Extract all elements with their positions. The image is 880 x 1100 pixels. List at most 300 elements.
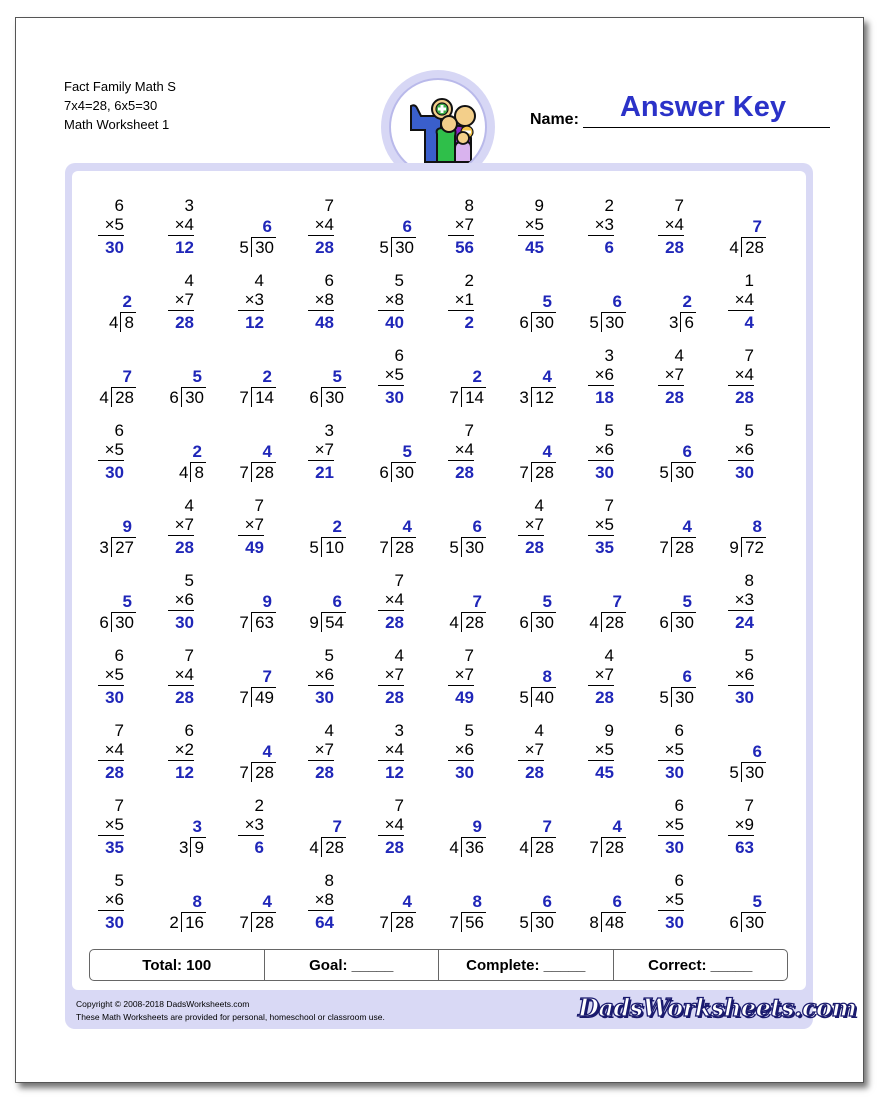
dividend: 28 bbox=[395, 913, 414, 932]
product-answer: 35 bbox=[105, 838, 124, 857]
divisor: 7 bbox=[239, 613, 249, 632]
multiplication-problem bbox=[578, 646, 628, 708]
division-problem bbox=[508, 346, 558, 408]
product-bar bbox=[658, 910, 684, 911]
multiplication-problem bbox=[648, 796, 698, 858]
multiplication-problem bbox=[158, 496, 208, 558]
product-bar bbox=[378, 685, 404, 686]
product-answer: 48 bbox=[315, 313, 334, 332]
dividend: 63 bbox=[255, 613, 274, 632]
dividend: 30 bbox=[675, 613, 694, 632]
product-bar bbox=[658, 385, 684, 386]
goal-field[interactable]: Goal: _____ bbox=[265, 950, 440, 980]
multiplication-problem bbox=[718, 646, 768, 708]
division-problem bbox=[298, 496, 348, 558]
division-problem bbox=[88, 496, 138, 558]
division-problem bbox=[718, 196, 768, 258]
product-bar bbox=[658, 835, 684, 836]
usage-notice: These Math Worksheets are provided for personal, homeschool or classroom use. bbox=[76, 1012, 385, 1022]
division-problem bbox=[228, 346, 278, 408]
product-answer: 30 bbox=[665, 838, 684, 857]
dividend: 28 bbox=[115, 388, 134, 407]
quotient-answer: 2 bbox=[682, 292, 692, 311]
division-bracket bbox=[741, 912, 742, 932]
product-bar bbox=[238, 535, 264, 536]
multiplicand: 3 bbox=[604, 346, 614, 365]
product-bar bbox=[448, 760, 474, 761]
dividend: 6 bbox=[684, 313, 694, 332]
product-answer: 28 bbox=[665, 388, 684, 407]
brand-logo: DadsWorksheets.com bbox=[578, 993, 857, 1022]
divisor: 4 bbox=[589, 613, 599, 632]
product-answer: 49 bbox=[455, 688, 474, 707]
multiplication-problem bbox=[298, 721, 348, 783]
product-answer: 30 bbox=[665, 763, 684, 782]
product-bar bbox=[728, 685, 754, 686]
dividend: 30 bbox=[675, 463, 694, 482]
quotient-answer: 5 bbox=[542, 292, 552, 311]
division-problem bbox=[648, 271, 698, 333]
product-answer: 6 bbox=[604, 238, 614, 257]
divisor: 5 bbox=[659, 463, 669, 482]
product-answer: 40 bbox=[385, 313, 404, 332]
product-bar bbox=[308, 460, 334, 461]
multiplier: ×7 bbox=[594, 665, 614, 684]
quotient-answer: 6 bbox=[682, 442, 692, 461]
multiplicand: 6 bbox=[114, 646, 124, 665]
product-bar bbox=[378, 385, 404, 386]
quotient-answer: 5 bbox=[192, 367, 202, 386]
division-bracket bbox=[111, 612, 112, 632]
multiplicand: 6 bbox=[114, 421, 124, 440]
multiplication-problem bbox=[88, 646, 138, 708]
multiplier: ×4 bbox=[734, 365, 754, 384]
division-problem bbox=[368, 496, 418, 558]
divisor: 3 bbox=[178, 838, 189, 857]
product-answer: 28 bbox=[385, 613, 404, 632]
multiplication-problem bbox=[158, 196, 208, 258]
product-bar bbox=[98, 685, 124, 686]
multiplicand: 6 bbox=[674, 871, 684, 890]
dividend: 28 bbox=[395, 538, 414, 557]
multiplier: ×5 bbox=[104, 665, 124, 684]
multiplier: ×7 bbox=[454, 215, 474, 234]
multiplier: ×6 bbox=[734, 440, 754, 459]
division-problem bbox=[438, 496, 488, 558]
division-problem bbox=[298, 571, 348, 633]
division-problem bbox=[648, 496, 698, 558]
quotient-answer: 7 bbox=[122, 367, 132, 386]
dividend: 30 bbox=[535, 313, 554, 332]
multiplicand: 7 bbox=[394, 796, 404, 815]
product-answer: 28 bbox=[175, 538, 194, 557]
dividend: 30 bbox=[605, 313, 624, 332]
division-bracket bbox=[461, 912, 462, 932]
multiplication-problem bbox=[648, 196, 698, 258]
multiplicand: 6 bbox=[674, 796, 684, 815]
dividend: 30 bbox=[115, 613, 134, 632]
multiplier: ×5 bbox=[524, 215, 544, 234]
division-problem bbox=[508, 646, 558, 708]
division-bracket bbox=[671, 462, 672, 482]
quotient-answer: 7 bbox=[542, 817, 552, 836]
quotient-answer: 2 bbox=[192, 442, 202, 461]
multiplication-problem bbox=[578, 421, 628, 483]
multiplier: ×1 bbox=[454, 290, 474, 309]
division-problem bbox=[578, 271, 628, 333]
division-bracket bbox=[601, 312, 602, 332]
quotient-answer: 8 bbox=[752, 517, 762, 536]
multiplication-problem bbox=[298, 871, 348, 933]
product-bar bbox=[98, 835, 124, 836]
division-problem bbox=[368, 421, 418, 483]
product-bar bbox=[728, 310, 754, 311]
multiplier: ×6 bbox=[734, 665, 754, 684]
dividend: 28 bbox=[605, 613, 624, 632]
multiplication-problem bbox=[578, 196, 628, 258]
quotient-answer: 4 bbox=[262, 742, 272, 761]
dividend: 28 bbox=[535, 838, 554, 857]
product-answer: 63 bbox=[735, 838, 754, 857]
multiplicand: 4 bbox=[184, 496, 194, 515]
dividend: 28 bbox=[255, 463, 274, 482]
division-problem bbox=[298, 796, 348, 858]
product-bar bbox=[168, 310, 194, 311]
divisor: 7 bbox=[239, 913, 249, 932]
product-bar bbox=[588, 385, 614, 386]
product-bar bbox=[588, 535, 614, 536]
product-answer: 28 bbox=[175, 688, 194, 707]
divisor: 6 bbox=[729, 913, 739, 932]
multiplicand: 3 bbox=[394, 721, 404, 740]
multiplier: ×6 bbox=[314, 665, 334, 684]
dividend: 49 bbox=[255, 688, 274, 707]
multiplicand: 7 bbox=[674, 196, 684, 215]
multiplication-problem bbox=[158, 646, 208, 708]
quotient-answer: 5 bbox=[542, 592, 552, 611]
product-answer: 28 bbox=[525, 763, 544, 782]
multiplication-problem bbox=[578, 721, 628, 783]
division-bracket bbox=[120, 312, 121, 332]
division-bracket bbox=[461, 612, 462, 632]
division-problem bbox=[578, 796, 628, 858]
product-bar bbox=[378, 760, 404, 761]
quotient-answer: 7 bbox=[332, 817, 342, 836]
multiplicand: 6 bbox=[184, 721, 194, 740]
quotient-answer: 6 bbox=[682, 667, 692, 686]
divisor: 7 bbox=[239, 388, 249, 407]
divisor: 5 bbox=[309, 538, 319, 557]
product-answer: 28 bbox=[735, 388, 754, 407]
product-bar bbox=[728, 460, 754, 461]
multiplicand: 4 bbox=[394, 646, 404, 665]
multiplier: ×4 bbox=[384, 590, 404, 609]
product-bar bbox=[308, 685, 334, 686]
dividend: 8 bbox=[124, 313, 134, 332]
division-bracket bbox=[671, 537, 672, 557]
divisor: 7 bbox=[379, 538, 389, 557]
dividend: 72 bbox=[745, 538, 764, 557]
division-bracket bbox=[741, 537, 742, 557]
product-answer: 30 bbox=[665, 913, 684, 932]
dividend: 30 bbox=[185, 388, 204, 407]
correct-field[interactable]: Correct: _____ bbox=[648, 956, 753, 974]
division-problem bbox=[508, 421, 558, 483]
division-bracket bbox=[251, 387, 252, 407]
division-problem bbox=[88, 271, 138, 333]
product-answer: 2 bbox=[464, 313, 474, 332]
multiplicand: 4 bbox=[674, 346, 684, 365]
multiplicand: 5 bbox=[324, 646, 334, 665]
multiplication-problem bbox=[648, 721, 698, 783]
multiplicand: 7 bbox=[394, 571, 404, 590]
division-problem bbox=[648, 571, 698, 633]
multiplier: ×6 bbox=[174, 590, 194, 609]
multiplication-problem bbox=[438, 646, 488, 708]
product-answer: 28 bbox=[385, 838, 404, 857]
multiplier: ×3 bbox=[244, 290, 264, 309]
division-bracket bbox=[181, 387, 182, 407]
product-answer: 30 bbox=[595, 463, 614, 482]
multiplication-problem bbox=[228, 271, 278, 333]
product-bar bbox=[308, 910, 334, 911]
product-bar bbox=[448, 310, 474, 311]
multiplier: ×5 bbox=[104, 215, 124, 234]
quotient-answer: 7 bbox=[262, 667, 272, 686]
multiplication-problem bbox=[228, 496, 278, 558]
divisor: 6 bbox=[519, 613, 529, 632]
worksheet-title: Fact Family Math S bbox=[64, 79, 176, 94]
product-answer: 18 bbox=[595, 388, 614, 407]
multiplier: ×5 bbox=[594, 515, 614, 534]
multiplicand: 5 bbox=[394, 271, 404, 290]
division-problem bbox=[158, 421, 208, 483]
multiplicand: 4 bbox=[254, 271, 264, 290]
multiplicand: 4 bbox=[534, 496, 544, 515]
multiplicand: 5 bbox=[744, 421, 754, 440]
division-bracket bbox=[190, 837, 191, 857]
dividend: 40 bbox=[535, 688, 554, 707]
quotient-answer: 2 bbox=[472, 367, 482, 386]
multiplier: ×7 bbox=[524, 740, 544, 759]
divisor: 3 bbox=[519, 388, 529, 407]
multiplicand: 7 bbox=[464, 646, 474, 665]
division-problem bbox=[508, 871, 558, 933]
division-bracket bbox=[531, 612, 532, 632]
product-answer: 28 bbox=[525, 538, 544, 557]
multiplicand: 7 bbox=[114, 796, 124, 815]
multiplier: ×4 bbox=[454, 440, 474, 459]
multiplication-problem bbox=[88, 721, 138, 783]
dividend: 28 bbox=[465, 613, 484, 632]
divisor: 4 bbox=[519, 838, 529, 857]
dividend: 12 bbox=[535, 388, 554, 407]
quotient-answer: 5 bbox=[402, 442, 412, 461]
division-bracket bbox=[321, 387, 322, 407]
quotient-answer: 4 bbox=[262, 892, 272, 911]
divisor: 6 bbox=[309, 388, 319, 407]
division-problem bbox=[298, 346, 348, 408]
division-bracket bbox=[391, 912, 392, 932]
division-bracket bbox=[741, 237, 742, 257]
division-problem bbox=[718, 496, 768, 558]
division-bracket bbox=[181, 912, 182, 932]
multiplier: ×7 bbox=[384, 665, 404, 684]
multiplicand: 2 bbox=[464, 271, 474, 290]
divisor: 8 bbox=[589, 913, 599, 932]
multiplicand: 8 bbox=[744, 571, 754, 590]
multiplication-problem bbox=[88, 796, 138, 858]
copyright-text: Copyright © 2008-2018 DadsWorksheets.com bbox=[76, 999, 250, 1009]
divisor: 7 bbox=[589, 838, 599, 857]
product-answer: 12 bbox=[385, 763, 404, 782]
product-bar bbox=[168, 535, 194, 536]
division-problem bbox=[578, 571, 628, 633]
complete-field[interactable]: Complete: _____ bbox=[439, 950, 614, 980]
divisor: 5 bbox=[379, 238, 389, 257]
multiplication-problem bbox=[298, 421, 348, 483]
dividend: 14 bbox=[255, 388, 274, 407]
divisor: 4 bbox=[449, 838, 459, 857]
divisor: 7 bbox=[449, 913, 459, 932]
multiplication-problem bbox=[158, 271, 208, 333]
quotient-answer: 9 bbox=[262, 592, 272, 611]
multiplier: ×7 bbox=[524, 515, 544, 534]
dividend: 16 bbox=[185, 913, 204, 932]
division-problem bbox=[718, 871, 768, 933]
multiplier: ×4 bbox=[734, 290, 754, 309]
quotient-answer: 5 bbox=[682, 592, 692, 611]
divisor: 6 bbox=[659, 613, 669, 632]
dividend: 28 bbox=[255, 763, 274, 782]
multiplier: ×8 bbox=[314, 890, 334, 909]
product-answer: 21 bbox=[315, 463, 334, 482]
divisor: 3 bbox=[668, 313, 679, 332]
division-bracket bbox=[190, 462, 191, 482]
product-bar bbox=[728, 835, 754, 836]
multiplication-problem bbox=[158, 571, 208, 633]
dividend: 30 bbox=[395, 463, 414, 482]
multiplicand: 5 bbox=[114, 871, 124, 890]
product-bar bbox=[518, 760, 544, 761]
multiplicand: 9 bbox=[604, 721, 614, 740]
multiplication-problem bbox=[508, 721, 558, 783]
divisor: 4 bbox=[449, 613, 459, 632]
product-bar bbox=[588, 460, 614, 461]
dividend: 30 bbox=[535, 613, 554, 632]
product-answer: 28 bbox=[315, 763, 334, 782]
division-bracket bbox=[461, 837, 462, 857]
quotient-answer: 5 bbox=[122, 592, 132, 611]
multiplication-problem bbox=[438, 271, 488, 333]
multiplication-problem bbox=[648, 871, 698, 933]
dividend: 30 bbox=[325, 388, 344, 407]
divisor: 5 bbox=[519, 688, 529, 707]
worksheet-number: Math Worksheet 1 bbox=[64, 117, 170, 132]
dividend: 30 bbox=[465, 538, 484, 557]
worksheet-subtitle: 7x4=28, 6x5=30 bbox=[64, 98, 158, 113]
division-problem bbox=[228, 646, 278, 708]
quotient-answer: 6 bbox=[612, 892, 622, 911]
divisor: 5 bbox=[659, 688, 669, 707]
multiplier: ×7 bbox=[314, 440, 334, 459]
multiplicand: 4 bbox=[604, 646, 614, 665]
product-bar bbox=[168, 235, 194, 236]
divisor: 9 bbox=[309, 613, 319, 632]
product-bar bbox=[238, 310, 264, 311]
division-bracket bbox=[111, 537, 112, 557]
multiplier: ×6 bbox=[454, 740, 474, 759]
division-problem bbox=[508, 271, 558, 333]
division-problem bbox=[718, 721, 768, 783]
division-bracket bbox=[601, 612, 602, 632]
multiplier: ×5 bbox=[664, 740, 684, 759]
product-answer: 28 bbox=[385, 688, 404, 707]
product-answer: 30 bbox=[455, 763, 474, 782]
product-bar bbox=[98, 760, 124, 761]
answer-key-heading: Answer Key bbox=[619, 91, 786, 123]
multiplication-problem bbox=[368, 721, 418, 783]
quotient-answer: 4 bbox=[402, 892, 412, 911]
division-bracket bbox=[680, 312, 681, 332]
multiplicand: 6 bbox=[114, 196, 124, 215]
divisor: 2 bbox=[169, 913, 179, 932]
division-problem bbox=[158, 796, 208, 858]
multiplier: ×9 bbox=[734, 815, 754, 834]
product-answer: 56 bbox=[455, 238, 474, 257]
divisor: 7 bbox=[239, 763, 249, 782]
product-answer: 6 bbox=[254, 838, 264, 857]
product-bar bbox=[168, 610, 194, 611]
dividend: 28 bbox=[675, 538, 694, 557]
multiplication-problem bbox=[578, 496, 628, 558]
division-bracket bbox=[251, 687, 252, 707]
quotient-answer: 3 bbox=[192, 817, 202, 836]
divisor: 7 bbox=[239, 688, 249, 707]
product-answer: 30 bbox=[105, 463, 124, 482]
product-answer: 30 bbox=[105, 913, 124, 932]
divisor: 9 bbox=[729, 538, 739, 557]
multiplicand: 5 bbox=[464, 721, 474, 740]
dividend: 27 bbox=[115, 538, 134, 557]
product-answer: 28 bbox=[455, 463, 474, 482]
divisor: 4 bbox=[178, 463, 189, 482]
multiplicand: 7 bbox=[604, 496, 614, 515]
quotient-answer: 5 bbox=[752, 892, 762, 911]
product-answer: 49 bbox=[245, 538, 264, 557]
dividend: 56 bbox=[465, 913, 484, 932]
quotient-answer: 7 bbox=[472, 592, 482, 611]
division-bracket bbox=[251, 762, 252, 782]
dividend: 28 bbox=[255, 913, 274, 932]
multiplicand: 7 bbox=[324, 196, 334, 215]
product-answer: 45 bbox=[595, 763, 614, 782]
multiplier: ×4 bbox=[384, 815, 404, 834]
divisor: 6 bbox=[99, 613, 109, 632]
division-bracket bbox=[741, 762, 742, 782]
division-problem bbox=[228, 571, 278, 633]
dividend: 28 bbox=[325, 838, 344, 857]
multiplier: ×6 bbox=[594, 365, 614, 384]
multiplication-problem bbox=[158, 721, 208, 783]
division-bracket bbox=[111, 387, 112, 407]
multiplication-problem bbox=[648, 346, 698, 408]
multiplicand: 5 bbox=[184, 571, 194, 590]
product-bar bbox=[308, 760, 334, 761]
quotient-answer: 5 bbox=[332, 367, 342, 386]
product-bar bbox=[98, 460, 124, 461]
divisor: 4 bbox=[309, 838, 319, 857]
